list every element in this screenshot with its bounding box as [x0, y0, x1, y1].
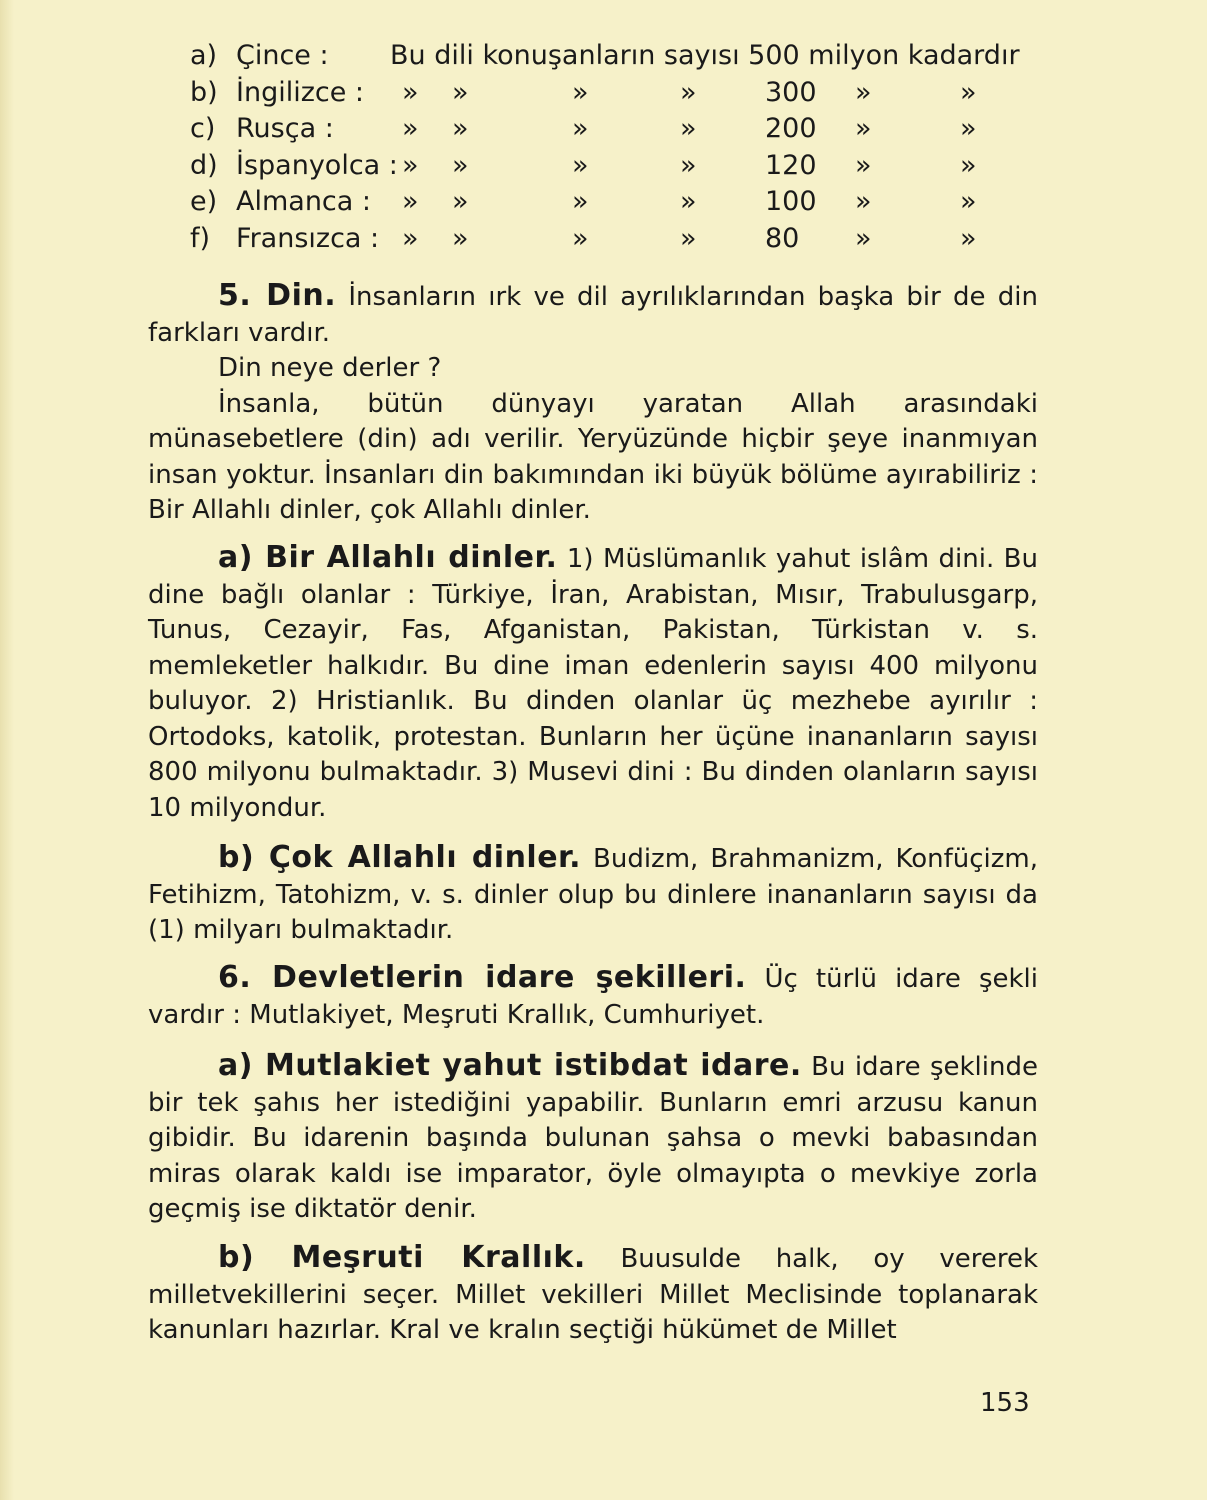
- ditto-mark: »: [960, 186, 977, 217]
- ditto-mark: »: [855, 149, 872, 181]
- table-row: [190, 111, 1050, 148]
- table-row: [190, 38, 1050, 75]
- ditto-mark: »: [572, 113, 589, 144]
- ditto-mark: »: [572, 186, 589, 217]
- paragraph: [148, 960, 1038, 1033]
- ditto-mark: »: [680, 186, 697, 217]
- ditto-mark: »: [960, 76, 977, 108]
- ditto-mark: »: [855, 186, 872, 217]
- speaker-count: 100: [765, 186, 817, 217]
- speaker-count: 200: [765, 113, 817, 144]
- ditto-mark: »: [452, 113, 469, 144]
- table-row: [190, 75, 1050, 112]
- section-heading: a) Bir Allahlı dinler.: [218, 540, 558, 575]
- ditto-mark: »: [960, 222, 977, 254]
- ditto-mark: »: [960, 113, 977, 144]
- section-heading: a) Mutlakiet yahut istibdat idare.: [218, 1048, 802, 1083]
- speaker-count: 120: [765, 149, 817, 181]
- language-name: Almanca :: [236, 186, 371, 217]
- ditto-mark: »: [402, 76, 419, 108]
- paragraph-text: Budizm, Brahmanizm, Konfüçizm, Fetihizm, Tatohizm, v. s. dinler olup bu dinlere inananların sayısı da (1) milyarı bulmaktadır.: [148, 844, 1039, 945]
- row-letter: d): [190, 149, 218, 181]
- paragraph: [148, 1048, 1038, 1228]
- question: Din neye derler ?: [218, 353, 442, 383]
- ditto-mark: »: [572, 149, 589, 181]
- paragraph-text: Üç türlü idare şekli vardır : Mutlakiyet, Meşruti Krallık, Cumhuriyet.: [148, 964, 1038, 1030]
- ditto-mark: »: [855, 113, 872, 144]
- row-letter: f): [190, 222, 211, 254]
- section-heading: b) Meşruti Krallık.: [218, 1240, 586, 1275]
- language-name: Fransızca :: [236, 222, 380, 254]
- page-edge: [0, 0, 14, 1500]
- ditto-mark: »: [680, 222, 697, 254]
- ditto-mark: »: [572, 222, 589, 254]
- paragraph: [148, 540, 1038, 826]
- ditto-mark: »: [452, 76, 469, 108]
- section-cok-allahli: [148, 840, 1038, 949]
- row-statement: Bu dili konuşanların sayısı 500 milyon kadardır: [390, 40, 1020, 71]
- ditto-mark: »: [402, 113, 419, 144]
- language-name: İspanyolca :: [236, 149, 398, 181]
- language-name: Çince :: [236, 40, 329, 71]
- paragraph-text: Buusulde halk, oy vererek milletvekillerini seçer. Millet vekilleri Millet Meclisinde toplanarak kanunları hazırlar. Kral ve kralın seçtiği hükümet de Millet: [148, 1244, 1038, 1345]
- ditto-mark: »: [680, 113, 697, 144]
- table-row: [190, 184, 1050, 221]
- ditto-mark: »: [855, 76, 872, 108]
- ditto-mark: »: [960, 149, 977, 181]
- ditto-mark: »: [402, 186, 419, 217]
- ditto-mark: »: [855, 222, 872, 254]
- table-row: [190, 148, 1050, 185]
- speaker-count: 80: [765, 222, 800, 254]
- ditto-mark: »: [572, 76, 589, 108]
- language-table: [190, 38, 1050, 257]
- ditto-mark: »: [452, 149, 469, 181]
- paragraph-text: 1) Müslümanlık yahut islâm dini. Bu dine bağlı olanlar : Türkiye, İran, Arabistan, Mısır, Trabulusgarp, Tunus, Cezayir, Fas, Afganistan, Pakistan, Türkistan v. s. memleketler halkıdır. Bu dine iman edenlerin sayısı 400 milyonu buluyor. 2) Hristianlık. Bu dinden olanlar üç mezhebe ayırılır : Ortodoks, katolik, protestan. Bunların her üçüne inananların sayısı 800 milyonu bulmaktadır. 3) Musevi dini : Bu dinden olanların sayısı 10 milyondur.: [148, 544, 1038, 823]
- section-mutlakiet: [148, 1048, 1038, 1228]
- paragraph: [148, 278, 1038, 351]
- row-letter: c): [190, 113, 216, 144]
- page-number: 153: [980, 1388, 1030, 1418]
- row-letter: e): [190, 186, 218, 217]
- ditto-mark: »: [452, 186, 469, 217]
- section-heading: b) Çok Allahlı dinler.: [218, 840, 581, 875]
- section-din: [148, 278, 1038, 529]
- section-mesruti: [148, 1240, 1038, 1349]
- language-name: İngilizce :: [236, 76, 365, 108]
- section-heading: 6. Devletlerin idare şekilleri.: [218, 960, 747, 995]
- paragraph: [148, 840, 1038, 949]
- ditto-mark: »: [680, 76, 697, 108]
- language-name: Rusça :: [236, 113, 334, 144]
- speaker-count: 300: [765, 76, 817, 108]
- paragraph-text: Bu idare şeklinde bir tek şahıs her istediğini yapabilir. Bunların emri arzusu kanun gibidir. Bu idarenin başında bulunan şahsa o mevki babasından miras olarak kaldı ise imparator, öyle olmayıpta o mevkiye zorla geçmiş ise diktatör denir.: [148, 1052, 1038, 1224]
- row-letter: b): [190, 76, 218, 108]
- paragraph: [148, 1240, 1038, 1349]
- section-heading: 5. Din.: [218, 278, 337, 313]
- paragraph-text: İnsanla, bütün dünyayı yaratan Allah arasındaki münasebetlere (din) adı verilir. Yeryüzünde hiçbir şeye inanmıyan insan yoktur. İnsanları din bakımından iki büyük bölüme ayırabiliriz : Bir Allahlı dinler, çok Allahlı dinler.: [148, 388, 1038, 525]
- section-bir-allahli: [148, 540, 1038, 826]
- row-letter: a): [190, 40, 218, 71]
- ditto-mark: »: [402, 222, 419, 254]
- ditto-mark: »: [452, 222, 469, 254]
- ditto-mark: »: [402, 149, 419, 181]
- ditto-mark: »: [680, 149, 697, 181]
- paragraph-text: İnsanların ırk ve dil ayrılıklarından başka bir de din farkları vardır.: [148, 282, 1038, 348]
- table-row: [190, 221, 1050, 258]
- section-devletler: [148, 960, 1038, 1033]
